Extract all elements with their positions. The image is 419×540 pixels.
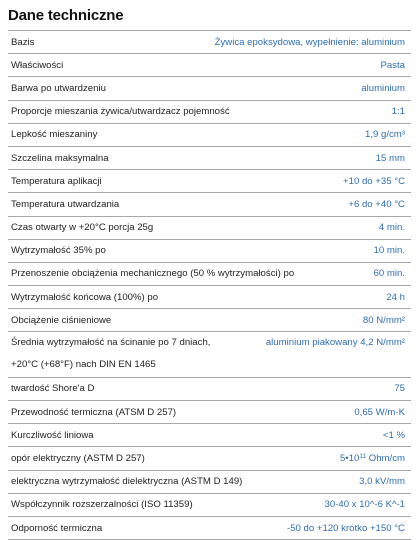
row-label: Kurczliwość liniowa xyxy=(11,429,94,441)
row-label: Przenoszenie obciążenia mechanicznego (50 % wytrzymałości) po xyxy=(11,268,295,280)
table-row xyxy=(8,54,411,77)
row-label: Temperatura aplikacji xyxy=(11,175,102,187)
row-value: 80 N/mm² xyxy=(362,314,405,326)
row-label: Wytrzymałość 35% po xyxy=(11,245,106,257)
technical-data-table xyxy=(8,30,411,540)
row-value: aluminium xyxy=(361,82,405,94)
table-row xyxy=(8,471,411,494)
table-row xyxy=(8,494,411,517)
table-row xyxy=(8,263,411,286)
row-label: twardość Shore'a D xyxy=(11,383,95,395)
table-row xyxy=(8,77,411,100)
table-row xyxy=(8,424,411,447)
value-base: 5•10 xyxy=(339,452,360,464)
row-label: Szczelina maksymalna xyxy=(11,152,109,164)
row-value: Pasta xyxy=(380,59,405,71)
row-value: 24 h xyxy=(386,291,405,303)
row-label: Obciążenie ciśnieniowe xyxy=(11,314,112,326)
row-label: Odporność termiczna xyxy=(11,522,103,534)
row-value: 30-40 x 10^-6 K^-1 xyxy=(324,499,405,511)
row-value: 0,65 W/m·K xyxy=(354,406,405,418)
value-exponent: 11 xyxy=(359,452,367,460)
row-label: Wytrzymałość końcowa (100%) po xyxy=(11,291,159,303)
page-title: Dane techniczne xyxy=(8,7,124,24)
row-value: -50 do +120 krótko +150 °C xyxy=(287,522,405,534)
row-label: Współczynnik rozszerzalności (ISO 11359) xyxy=(11,499,193,511)
table-row xyxy=(8,147,411,170)
row-label: Lepkość mieszaniny xyxy=(11,129,98,141)
row-value: 15 mm xyxy=(375,152,405,164)
row-value: +6 do +40 °C xyxy=(348,198,405,210)
table-row xyxy=(8,309,411,332)
row-label: Czas otwarty w +20°C porcja 25g xyxy=(11,222,154,234)
row-value: aluminium piakowany 4,2 N/mm² xyxy=(265,337,405,349)
row-value: 1,9 g/cm³ xyxy=(365,129,405,141)
table-row xyxy=(8,240,411,263)
row-label: Proporcje mieszania żywica/utwardzacz pojemność xyxy=(11,106,230,118)
row-value: 60 min. xyxy=(373,268,405,280)
row-label-line: Średnia wytrzymałość na ścinanie po 7 dniach, xyxy=(11,337,211,349)
table-row xyxy=(8,217,411,240)
row-label: Temperatura utwardzania xyxy=(11,198,120,210)
value-unit: Ohm/cm xyxy=(366,452,405,464)
table-row xyxy=(8,332,411,377)
row-value: 1:1 xyxy=(391,106,405,118)
row-label: Właściwości xyxy=(11,59,64,71)
row-value: 3,0 kV/mm xyxy=(359,476,405,488)
row-value: +10 do +35 °C xyxy=(343,175,405,187)
table-row xyxy=(8,30,411,54)
row-label: Bazis xyxy=(11,36,35,48)
row-label xyxy=(8,332,210,376)
table-row xyxy=(8,517,411,540)
row-value: Żywica epoksydowa, wypełnienie: aluminium xyxy=(214,36,405,48)
row-label: Barwa po utwardzeniu xyxy=(11,82,106,94)
row-value: 10 min. xyxy=(373,245,405,257)
table-row xyxy=(8,170,411,193)
table-row xyxy=(8,378,411,401)
table-row xyxy=(8,193,411,216)
row-value xyxy=(340,453,411,464)
row-value: 4 min. xyxy=(378,222,405,234)
table-row xyxy=(8,286,411,309)
table-row xyxy=(8,401,411,424)
table-row xyxy=(8,447,411,470)
row-label: Przewodność termiczna (ATSM D 257) xyxy=(11,406,177,418)
table-row xyxy=(8,101,411,124)
row-value: 75 xyxy=(394,383,405,395)
row-label: elektryczna wytrzymałość dielektryczna (ASTM D 149) xyxy=(11,476,243,488)
row-label: opór elektryczny (ASTM D 257) xyxy=(11,452,145,464)
table-row xyxy=(8,124,411,147)
row-value: <1 % xyxy=(382,429,405,441)
row-label-line: +20°C (+68°F) nach DIN EN 1465 xyxy=(11,359,156,371)
